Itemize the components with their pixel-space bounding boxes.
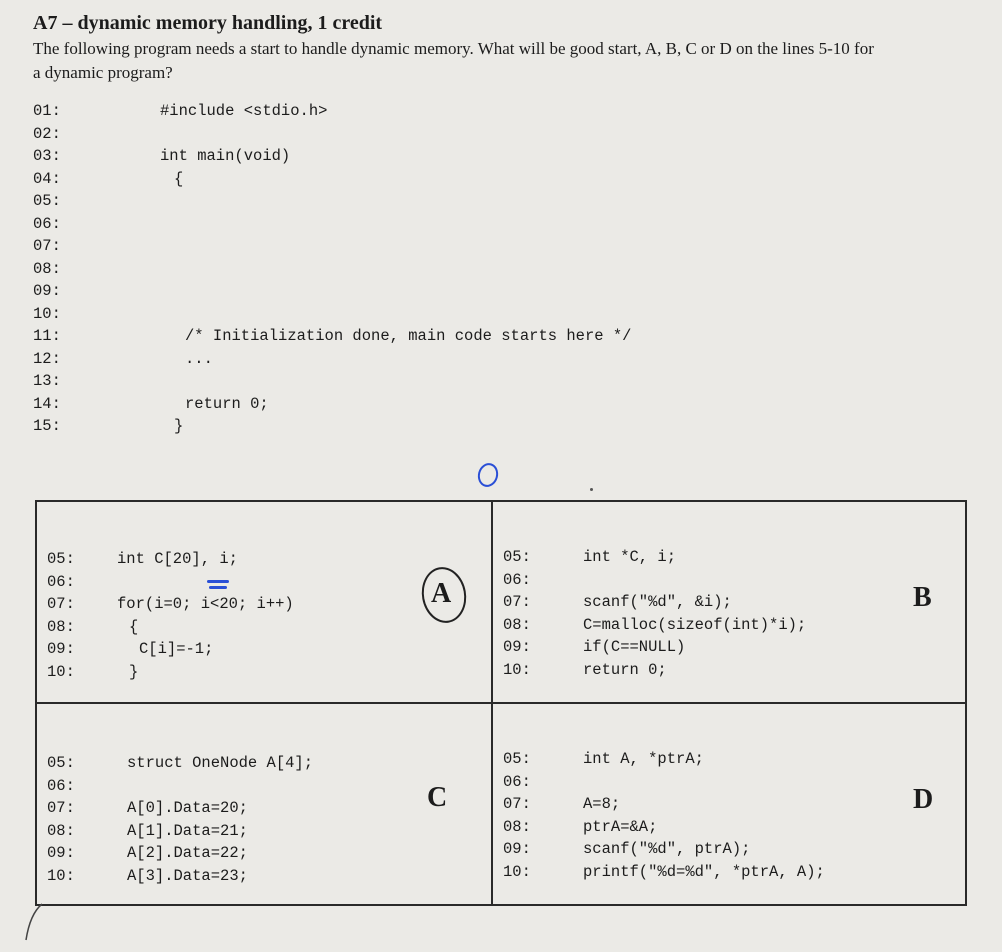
- code-text: int main(void): [160, 147, 291, 165]
- code-text: struct OneNode A[4];: [127, 754, 314, 772]
- ink-underline-mark: [209, 586, 227, 589]
- line-number: 10:: [47, 662, 75, 681]
- options-grid: [35, 500, 967, 906]
- line-number: 13:: [33, 372, 61, 390]
- line-number: 11:: [33, 327, 61, 345]
- code-text: A[3].Data=23;: [127, 866, 248, 885]
- option-line: [47, 867, 467, 889]
- line-number: 05:: [33, 192, 61, 210]
- line-number: 10:: [33, 304, 61, 323]
- line-number: 06:: [503, 570, 531, 589]
- listing-line: [33, 215, 933, 237]
- code-text: if(C==NULL): [583, 638, 686, 656]
- line-number: 07:: [33, 237, 61, 255]
- listing-line: [33, 417, 933, 439]
- option-line: [503, 863, 923, 885]
- code-text: A=8;: [583, 795, 621, 813]
- code-text: C=malloc(sizeof(int)*i);: [583, 615, 807, 634]
- line-number: 07:: [503, 593, 531, 611]
- line-number: 05:: [47, 550, 75, 568]
- listing-line: [33, 305, 933, 327]
- code-text: ...: [185, 349, 213, 368]
- code-text: int A, *ptrA;: [583, 750, 704, 768]
- line-number: 09:: [47, 640, 75, 658]
- line-number: 06:: [503, 772, 531, 791]
- option-line: [503, 795, 923, 817]
- line-number: 05:: [503, 548, 531, 566]
- question-description: The following program needs a start to handle dynamic memory. What will be good start, A, B, C or D on the lines 5-10 for a dynamic program?: [33, 39, 874, 82]
- pen-stroke-mark: [20, 902, 50, 942]
- code-text: ptrA=&A;: [583, 817, 658, 836]
- option-line: [503, 548, 923, 570]
- listing-line: [33, 327, 933, 349]
- option-line: [503, 773, 923, 795]
- listing-line: [33, 102, 933, 124]
- line-number: 10:: [503, 660, 531, 679]
- option-d-cell: [493, 704, 965, 904]
- code-text: #include <stdio.h>: [160, 102, 328, 120]
- handwritten-circle-mark: [475, 461, 501, 489]
- option-line: [503, 571, 923, 593]
- code-text: return 0;: [583, 660, 667, 679]
- line-number: 14:: [33, 394, 61, 413]
- code-text: int *C, i;: [583, 548, 677, 566]
- option-c-cell: [37, 704, 491, 904]
- code-text: scanf("%d", ptrA);: [583, 840, 751, 858]
- option-letter-a: A: [431, 578, 452, 609]
- code-text: int C[20], i;: [117, 550, 238, 568]
- option-line: [503, 616, 923, 638]
- listing-line: [33, 260, 933, 282]
- listing-line: [33, 147, 933, 169]
- code-text: A[0].Data=20;: [127, 799, 248, 817]
- listing-line: [33, 372, 933, 394]
- listing-line: [33, 282, 933, 304]
- option-letter-c: C: [427, 782, 448, 813]
- ink-underline-mark: [207, 580, 229, 583]
- line-number: 05:: [47, 754, 75, 772]
- option-line: [503, 750, 923, 772]
- code-text: A[1].Data=21;: [127, 821, 248, 840]
- listing-line: [33, 192, 933, 214]
- option-b-cell: [493, 502, 965, 702]
- line-number: 07:: [47, 799, 75, 817]
- listing-line: [33, 170, 933, 192]
- line-number: 08:: [47, 617, 75, 636]
- line-number: 06:: [33, 214, 61, 233]
- option-line: [503, 818, 923, 840]
- option-line: [47, 640, 467, 662]
- option-line: [47, 844, 467, 866]
- line-number: 08:: [47, 821, 75, 840]
- option-line: [47, 618, 467, 640]
- code-text: scanf("%d", &i);: [583, 593, 732, 611]
- line-number: 08:: [33, 259, 61, 278]
- line-number: 07:: [47, 595, 75, 613]
- code-text: /* Initialization done, main code starts here */: [185, 327, 632, 345]
- line-number: 08:: [503, 817, 531, 836]
- question-title: A7 – dynamic memory handling, 1 credit: [33, 12, 383, 34]
- line-number: 12:: [33, 349, 61, 368]
- code-text: {: [174, 169, 184, 188]
- code-text: A[2].Data=22;: [127, 844, 248, 862]
- line-number: 09:: [47, 844, 75, 862]
- line-number: 07:: [503, 795, 531, 813]
- listing-line: [33, 395, 933, 417]
- listing-line: [33, 125, 933, 147]
- listing-line: [33, 237, 933, 259]
- code-text: }: [174, 417, 184, 435]
- option-a-cell: [37, 502, 491, 702]
- line-number: 01:: [33, 102, 61, 120]
- option-line: [47, 822, 467, 844]
- option-line: [503, 661, 923, 683]
- option-line: [503, 638, 923, 660]
- line-number: 04:: [33, 169, 61, 188]
- line-number: 06:: [47, 572, 75, 591]
- option-line: [503, 840, 923, 862]
- line-number: 15:: [33, 417, 61, 435]
- listing-line: [33, 350, 933, 372]
- line-number: 09:: [503, 840, 531, 858]
- option-line: [47, 754, 467, 776]
- line-number: 08:: [503, 615, 531, 634]
- code-text: }: [129, 662, 139, 681]
- line-number: 06:: [47, 776, 75, 795]
- code-text: printf("%d=%d", *ptrA, A);: [583, 862, 825, 881]
- option-letter-d: D: [913, 784, 934, 815]
- option-letter-b: B: [913, 582, 932, 613]
- option-line: [47, 777, 467, 799]
- option-line: [47, 595, 467, 617]
- line-number: 09:: [33, 282, 61, 300]
- option-line: [47, 663, 467, 685]
- option-line: [47, 573, 467, 595]
- line-number: 05:: [503, 750, 531, 768]
- line-number: 03:: [33, 147, 61, 165]
- option-line: [47, 799, 467, 821]
- option-line: [47, 550, 467, 572]
- line-number: 10:: [503, 862, 531, 881]
- code-text: C[i]=-1;: [139, 640, 214, 658]
- code-text: return 0;: [185, 394, 269, 413]
- code-text: {: [129, 617, 139, 636]
- code-text: for(i=0; i<20; i++): [117, 595, 294, 613]
- option-line: [503, 593, 923, 615]
- pen-dot-mark: [590, 488, 593, 491]
- line-number: 09:: [503, 638, 531, 656]
- line-number: 02:: [33, 124, 61, 143]
- line-number: 10:: [47, 866, 75, 885]
